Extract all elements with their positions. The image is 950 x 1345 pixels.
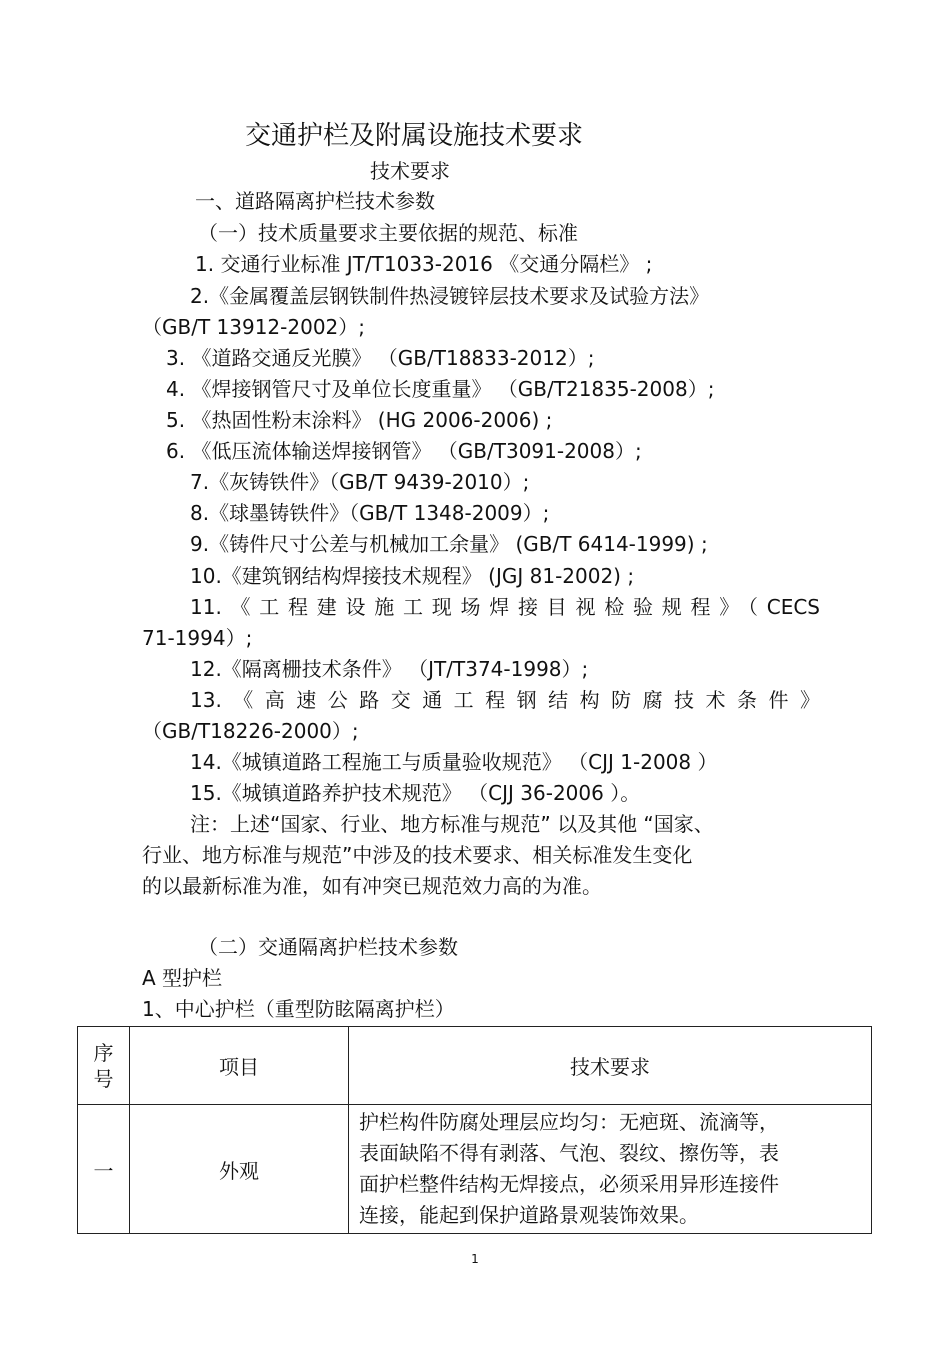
standard-item-7: 7.《灰铸铁件》（GB/T 9439-2010）; <box>190 470 530 494</box>
spec-table <box>77 1026 872 1234</box>
header-item: 项目 <box>130 1027 349 1105</box>
requirement-line: 面护栏整件结构无焊接点，必须采用异形连接件 <box>359 1172 779 1196</box>
requirement-line: 连接，能起到保护道路景观装饰效果。 <box>359 1203 699 1227</box>
header-no <box>78 1027 130 1105</box>
note-line-1: 注：上述“国家、行业、地方标准与规范” 以及其他 “国家、 <box>190 812 714 836</box>
standard-item-5: 5. 《热固性粉末涂料》 (HG 2006-2006) ; <box>166 408 553 432</box>
row-requirement <box>349 1105 872 1234</box>
standard-item-10: 10.《建筑钢结构焊接技术规程》 (JGJ 81-2002) ; <box>190 564 635 588</box>
subtitle: 技术要求 <box>370 159 450 183</box>
standard-item-11: 11.《工程建设施工现场焊接目视检验规程》（CECS <box>190 595 820 619</box>
standard-item-15: 15.《城镇道路养护技术规范》 （CJJ 36-2006 ）。 <box>190 781 641 805</box>
subsection-heading-2: （二）交通隔离护栏技术参数 <box>198 935 458 959</box>
row-no: 一 <box>78 1105 130 1234</box>
standard-item-3: 3. 《道路交通反光膜》 （GB/T18833-2012）; <box>166 346 595 370</box>
subsection-heading-1: （一）技术质量要求主要依据的规范、标准 <box>198 221 578 245</box>
type-a-heading: A 型护栏 <box>142 966 223 990</box>
note-line-3: 的以最新标准为准，如有冲突已规范效力高的为准。 <box>142 874 602 898</box>
header-requirement: 技术要求 <box>349 1027 872 1105</box>
standard-item-8: 8.《球墨铸铁件》（GB/T 1348-2009）; <box>190 501 550 525</box>
standard-item-13: 13.《高速公路交通工程钢结构防腐技术条件》 <box>190 688 820 712</box>
standard-item-9: 9.《铸件尺寸公差与机械加工余量》 (GB/T 6414-1999) ; <box>190 532 708 556</box>
section-heading-1: 一、道路隔离护栏技术参数 <box>195 189 435 213</box>
document-title: 交通护栏及附属设施技术要求 <box>245 121 584 151</box>
item-heading-1: 1、中心护栏（重型防眩隔离护栏） <box>142 997 455 1021</box>
standard-item-2-cont: （GB/T 13912-2002）; <box>142 315 366 339</box>
page-number: 1 <box>471 1252 479 1266</box>
standard-item-4: 4. 《焊接钢管尺寸及单位长度重量》 （GB/T21835-2008）; <box>166 377 715 401</box>
header-no-char-1: 序号 <box>93 1040 114 1091</box>
standard-item-6: 6. 《低压流体输送焊接钢管》 （GB/T3091-2008）; <box>166 439 642 463</box>
standard-item-12: 12.《隔离栅技术条件》 （JT/T374-1998）; <box>190 657 589 681</box>
requirement-line: 表面缺陷不得有剥落、气泡、裂纹、擦伤等，表 <box>359 1141 779 1165</box>
standard-item-13-cont: （GB/T18226-2000）; <box>142 719 359 743</box>
standard-item-2: 2.《金属覆盖层钢铁制件热浸镀锌层技术要求及试验方法》 <box>190 284 710 308</box>
note-line-2: 行业、地方标准与规范”中涉及的技术要求、相关标准发生变化 <box>142 843 693 867</box>
standard-item-1: 1. 交通行业标准 JT/T1033-2016 《交通分隔栏》 ; <box>195 252 653 276</box>
row-item: 外观 <box>130 1105 349 1234</box>
table-header-row <box>78 1027 872 1105</box>
standard-item-11-cont: 71-1994）; <box>142 626 253 650</box>
table-row <box>78 1105 872 1234</box>
standard-item-14: 14.《城镇道路工程施工与质量验收规范》 （CJJ 1-2008 ） <box>190 750 718 774</box>
requirement-line: 护栏构件防腐处理层应均匀：无疤斑、流滴等， <box>359 1110 779 1134</box>
